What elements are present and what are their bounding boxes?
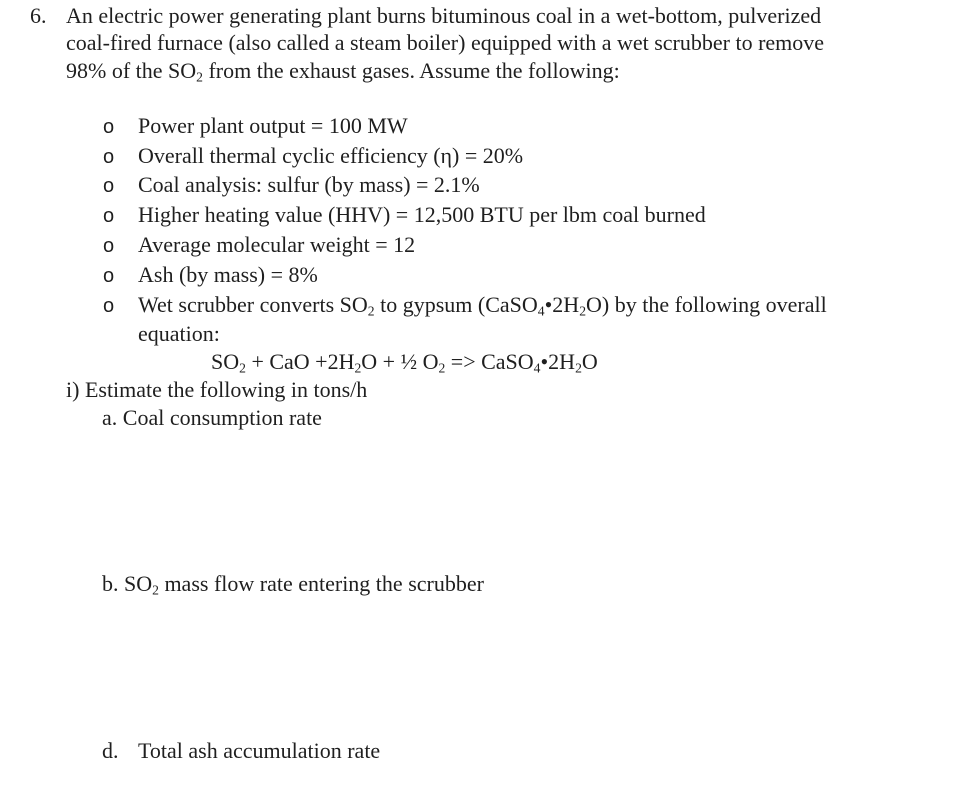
assumption-hhv: Higher heating value (HHV) = 12,500 BTU per lbm coal burned (138, 202, 706, 227)
assumption-scrubber-cont: equation: (138, 321, 220, 346)
part-d-label: d. (102, 738, 119, 763)
bullet-marker: o (103, 146, 115, 168)
bullet-marker: o (103, 116, 115, 138)
intro-line-3: 98% of the $SO_2$ from the exhaust gases. Assume the following: (66, 58, 620, 85)
bullet-marker: o (103, 265, 115, 287)
gypsum-equation: $SO_2$ + CaO $+2H_2O$ + ½ $O_2$ => $CaSO_4•2H_2O$ (211, 349, 598, 376)
assumption-scrubber: Wet scrubber converts $SO_2$ to gypsum $(CaSO_4•2H_2O)$ by the following overall (138, 292, 827, 319)
part-b-question: b. $SO_2$ mass flow rate entering the scrubber (102, 571, 484, 598)
bullet-marker: o (103, 235, 115, 257)
assumption-sulfur: Coal analysis: sulfur (by mass) = 2.1% (138, 172, 480, 197)
bullet-marker: o (103, 205, 115, 227)
part-d-question: Total ash accumulation rate (138, 738, 381, 763)
assumption-power-output: Power plant output = 100 MW (138, 113, 408, 138)
assumption-efficiency: Overall thermal cyclic efficiency (η) = 20% (138, 143, 524, 168)
problem-number: 6. (30, 3, 47, 28)
assumption-ash: Ash (by mass) = 8% (138, 262, 318, 287)
intro-line-2: coal-fired furnace (also called a steam boiler) equipped with a wet scrubber to remove (66, 30, 825, 55)
bullet-marker: o (103, 295, 115, 317)
intro-line-1: An electric power generating plant burns bituminous coal in a wet-bottom, pulverized (66, 3, 822, 28)
bullet-marker: o (103, 175, 115, 197)
assumption-molecular-weight: Average molecular weight = 12 (138, 232, 416, 257)
part-i-heading: i) Estimate the following in tons/h (66, 377, 368, 402)
part-a-question: a. Coal consumption rate (102, 405, 322, 430)
